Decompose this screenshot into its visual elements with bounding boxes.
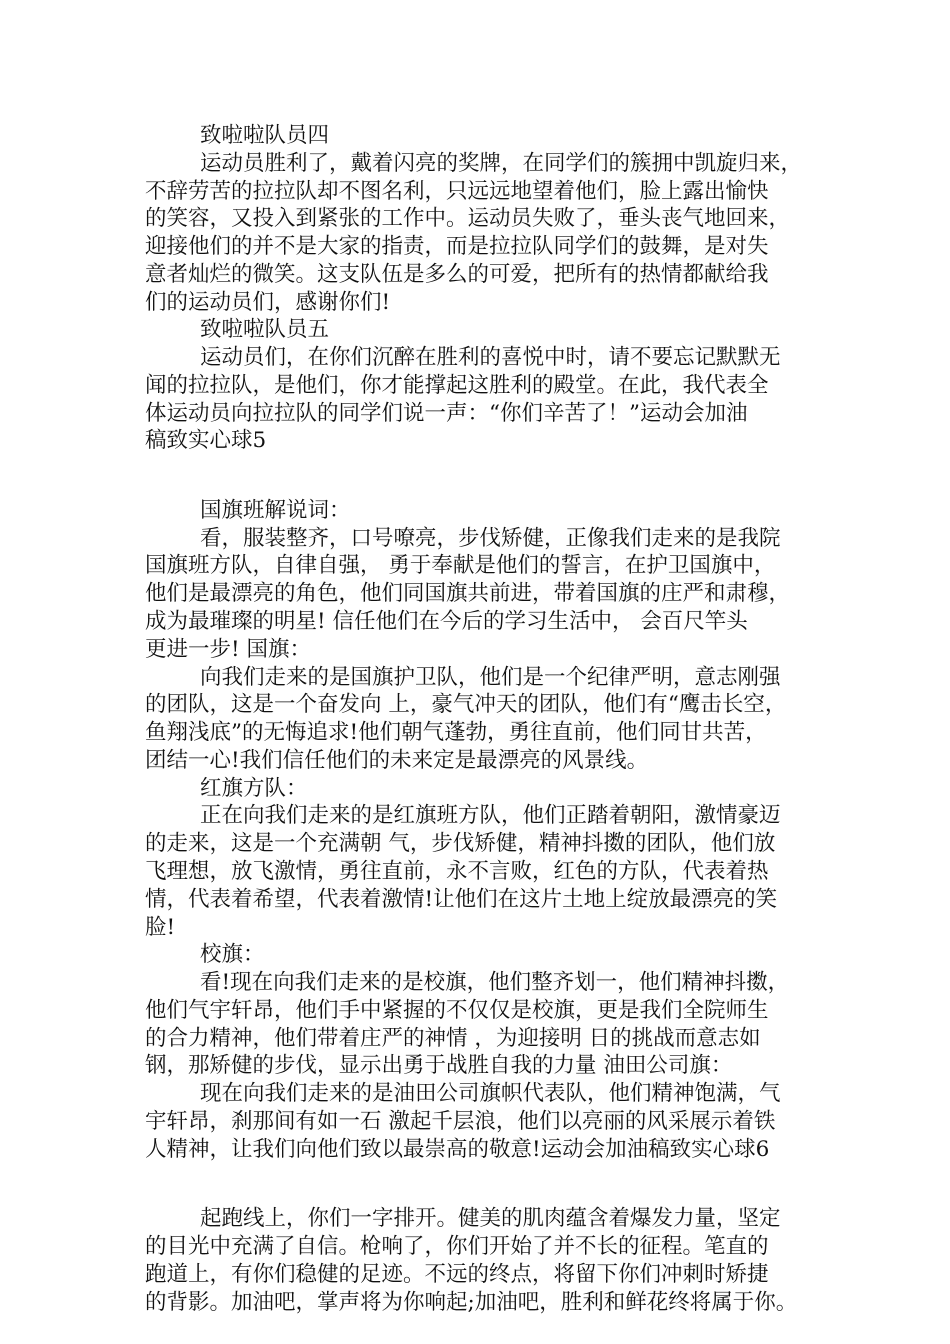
heading-flag-guard-commentary: 国旗班解说词： [200,498,351,523]
text-line: 意者灿烂的微笑。这支队伍是多么的可爱，把所有的热情都献给我 [145,262,769,287]
text-line: 的笑容，又投入到紧张的工作中。运动员失败了，垂头丧气地回来， [145,206,791,231]
text-line: 起跑线上，你们一字排开。健美的肌肉蕴含着爆发力量，坚定 [200,1206,781,1231]
text-line: 他们气宇轩昂，他们手中紧握的不仅仅是校旗，更是我们全院师生 [145,998,769,1023]
text-line: 体运动员向拉拉队的同学们说一声：“你们辛苦了！”运动会加油 [145,401,748,426]
heading-cheerleader-five: 致啦啦队员五 [200,317,330,342]
text-line: 更进一步! 国旗： [145,637,311,662]
text-line: 运动员们，在你们沉醉在胜利的喜悦中时，请不要忘记默默无 [200,345,781,370]
text-line: 成为最璀璨的明星! 信任他们在今后的学习生活中， 会百尺竿头 [145,609,748,634]
text-line: 现在向我们走来的是油田公司旗帜代表队，他们精神饱满，气 [200,1081,781,1106]
text-line: 向我们走来的是国旗护卫队，他们是一个纪律严明，意志刚强 [200,665,781,690]
text-line: 的目光中充满了自信。枪响了，你们开始了并不长的征程。笔直的 [145,1234,769,1259]
text-line: 国旗班方队，自律自强， 勇于奉献是他们的誓言，在护卫国旗中， [145,553,776,578]
text-line: 团结一心!我们信任他们的未来定是最漂亮的风景线。 [145,748,649,773]
text-line: 鱼翔浅底”的无悔追求!他们朝气蓬勃，勇往直前，他们同甘共苦， [145,720,767,745]
heading-cheerleader-four: 致啦啦队员四 [200,123,330,148]
text-line: 运动员胜利了，戴着闪亮的奖牌，在同学们的簇拥中凯旋归来， [200,151,803,176]
text-line: 脸! [145,915,176,940]
text-line: 飞理想，放飞激情，勇往直前，永不言败，红色的方队，代表着热 [145,859,769,884]
text-line: 情，代表着希望，代表着激情!让他们在这片土地上绽放最漂亮的笑 [145,887,778,912]
text-line: 人精神，让我们向他们致以最崇高的敬意!运动会加油稿致实心球6 [145,1137,770,1162]
text-line: 的团队，这是一个奋发向 上，豪气冲天的团队，他们有“鹰击长空， [145,692,787,717]
text-line: 闻的拉拉队，是他们，你才能撑起这胜利的殿堂。在此，我代表全 [145,373,769,398]
text-line: 迎接他们的并不是大家的指责，而是拉拉队同学们的鼓舞，是对失 [145,234,769,259]
text-line: 稿致实心球5 [145,428,267,453]
text-line: 们的运动员们，感谢你们! [145,290,391,315]
text-line: 正在向我们走来的是红旗班方队，他们正踏着朝阳，激情豪迈 [200,803,781,828]
text-line: 的合力精神，他们带着庄严的神情 ，为迎接明 日的挑战而意志如 [145,1026,761,1051]
text-line: 钢，那矫健的步伐，显示出勇于战胜自我的力量 油田公司旗： [145,1053,733,1078]
text-line: 他们是最漂亮的角色，他们同国旗共前进，带着国旗的庄严和肃穆， [145,581,791,606]
text-line: 的背影。加油吧，掌声将为你响起;加油吧，胜利和鲜花终将属于你。 [145,1290,798,1315]
heading-red-flag-squad: 红旗方队： [200,776,308,801]
text-line: 看!现在向我们走来的是校旗，他们整齐划一，他们精神抖擞， [200,970,790,995]
heading-school-flag: 校旗： [200,942,265,967]
text-line: 的走来，这是一个充满朝 气，步伐矫健，精神抖擞的团队，他们放 [145,831,776,856]
text-line: 跑道上，有你们稳健的足迹。不远的终点，将留下你们冲刺时矫捷 [145,1262,769,1287]
text-line: 宇轩昂，刹那间有如一石 激起千层浪，他们以亮丽的风采展示着铁 [145,1109,776,1134]
text-line: 看，服装整齐，口号嘹亮，步伐矫健，正像我们走来的是我院 [200,526,781,551]
text-line: 不辞劳苦的拉拉队却不图名利，只远远地望着他们，脸上露出愉快 [145,179,769,204]
